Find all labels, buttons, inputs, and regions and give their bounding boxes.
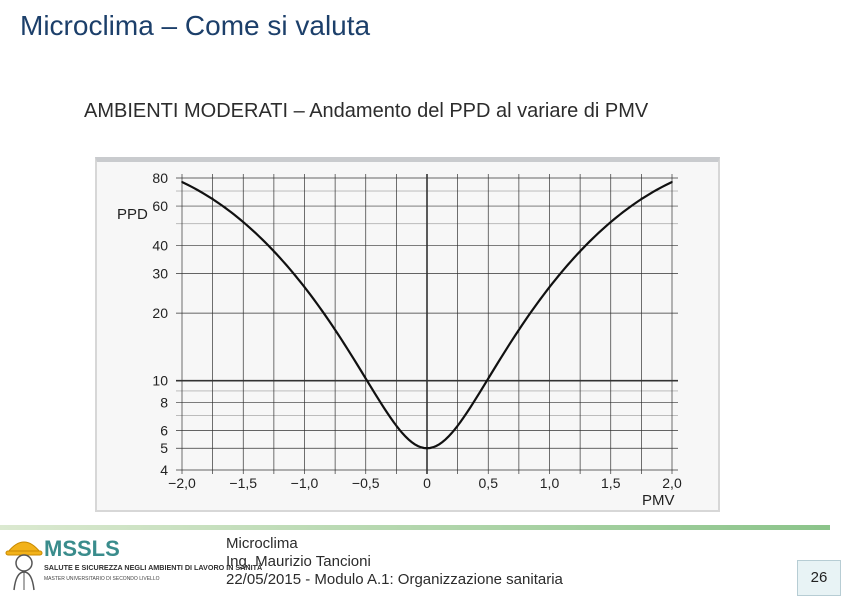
data-point (334, 329, 336, 331)
data-point (304, 286, 306, 288)
data-point (212, 197, 214, 199)
data-point (610, 221, 612, 223)
y-axis-label: PPD (117, 206, 148, 223)
x-axis-label: PMV (642, 492, 675, 509)
footer-divider (0, 525, 830, 530)
x-tick-label: 0 (423, 475, 431, 491)
footer-info (226, 535, 563, 589)
slide-subtitle: AMBIENTI MODERATI – Andamento del PPD al variare di PMV (84, 100, 649, 122)
data-point (365, 378, 367, 380)
x-tick-label: −0,5 (351, 475, 380, 491)
x-tick-label: −1,5 (229, 475, 258, 491)
data-point (671, 181, 673, 183)
svg-text:SALUTE E SICUREZZA NEGLI AMBIE: SALUTE E SICUREZZA NEGLI AMBIENTI DI LAVORO IN SANITÀ (44, 563, 263, 572)
helmet-worker-icon (6, 542, 42, 590)
data-point (641, 197, 643, 199)
data-point (426, 447, 428, 449)
svg-text:MASTER UNIVERSITARIO DI SECOND: MASTER UNIVERSITARIO DI SECONDO LIVELLO (44, 576, 160, 582)
y-tick-label: 10 (152, 372, 168, 389)
y-tick-label: 20 (152, 305, 168, 322)
data-point (181, 181, 183, 183)
footer-author: Ing. Maurizio Tancioni (226, 553, 371, 570)
data-point (457, 425, 459, 427)
y-tick-label: 8 (160, 394, 168, 411)
data-point (273, 251, 275, 253)
footer-topic: Microclima (226, 535, 298, 552)
x-tick-label: 2,0 (662, 475, 682, 491)
y-tick-label: 80 (152, 170, 168, 186)
x-tick-label: 1,0 (539, 475, 560, 491)
x-tick-label: −2,0 (168, 475, 196, 491)
page-number: 26 (797, 560, 841, 596)
data-point (242, 221, 244, 223)
slide-title: Microclima – Come si valuta (20, 10, 371, 41)
data-point (549, 286, 551, 288)
data-point (518, 329, 520, 331)
y-tick-label: 40 (152, 237, 168, 254)
data-point (579, 251, 581, 253)
y-tick-label: 4 (160, 462, 168, 478)
chart-svg (97, 162, 718, 510)
ppd-pmv-chart (95, 157, 720, 512)
data-point (396, 425, 398, 427)
y-tick-label: 30 (152, 265, 168, 282)
svg-text:MSSLS: MSSLS (44, 536, 120, 561)
x-tick-label: 1,5 (601, 475, 621, 491)
y-tick-label: 6 (160, 422, 168, 439)
y-tick-label: 60 (152, 198, 168, 215)
y-tick-label: 5 (160, 440, 168, 457)
x-tick-label: −1,0 (290, 475, 319, 491)
x-tick-label: 0,5 (478, 475, 498, 491)
footer-date-module: 22/05/2015 - Modulo A.1: Organizzazione sanitaria (226, 571, 563, 588)
data-point (487, 378, 489, 380)
